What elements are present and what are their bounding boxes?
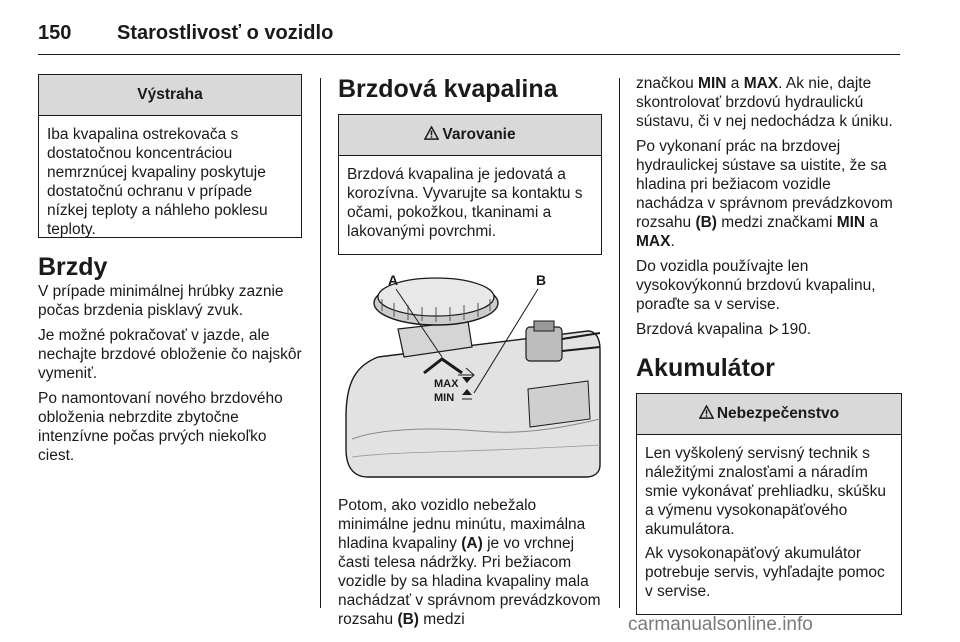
paragraph: Do vozidla používajte len vysokovýkonnú brzdovú kvapalinu, poraďte sa v servise. xyxy=(636,258,876,313)
warning-triangle-icon xyxy=(699,405,714,419)
warning-box xyxy=(338,114,602,255)
cross-reference-page[interactable]: 190. xyxy=(780,321,812,338)
column-middle xyxy=(338,74,602,635)
notice-box-text: Iba kvapalina ostrekovača s dostatočnou koncentráciou nemrznúcej kvapaliny poskytuje dostatočnú ochranu v prípade nízkej teploty a náhleho poklesu teploty. xyxy=(47,126,268,238)
column-divider xyxy=(320,78,321,608)
min-mark: MIN xyxy=(434,392,455,404)
paragraph: značkou MIN a MAX. Ak nie, dajte skontrolovať brzdovú hydraulickú sústavu, či v nej nedochádza k úniku. xyxy=(636,75,893,130)
watermark: carmanualsonline.info xyxy=(628,614,813,635)
page-number: 150 xyxy=(38,22,72,44)
notice-box-title: Výstraha xyxy=(39,75,301,116)
brake-fluid-paragraph: Potom, ako vozidlo nebežalo minimálne jednu minútu, maximálna hladina kvapaliny (A) je vo vrchnej časti telesa nádržky. Pri bežiacom vozidle by sa hladina kvapaliny mala nachádzať v správnom prevádzkovom rozsahu (B) medzi xyxy=(338,497,601,628)
paragraph: Je možné pokračovať v jazde, ale nechajte brzdové obloženie čo najskôr vymeniť. xyxy=(38,327,302,382)
notice-box xyxy=(38,74,302,238)
warning-box-text: Brzdová kvapalina je jedovatá a korozívna. Vyvarujte sa kontaktu s očami, pokožkou, tkaninami a lakovanými povrchmi. xyxy=(347,166,583,240)
column-right xyxy=(636,74,902,615)
danger-box-title: Nebezpečenstvo xyxy=(637,394,901,435)
warning-triangle-icon xyxy=(424,126,439,140)
section-heading-brake-fluid: Brzdová kvapalina xyxy=(338,75,558,103)
danger-box-text: Ak vysokonapäťový akumulátor potrebuje servis, vyhľadajte pomoc v servise. xyxy=(645,545,885,600)
cross-reference: Brzdová kvapalina 190. xyxy=(636,321,812,338)
danger-box-text: Len vyškolený servisný technik s náležitými znalosťami a náradím smie vykonávať prehliadku, skúšku a výmenu vysokonapäťového akumulátora. xyxy=(645,445,887,538)
paragraph: Po vykonaní prác na brzdovej hydraulickej sústave sa uistite, že sa hladina pri bežiacom vozidle nachádza v správnom prevádzkovom rozsahu (B) medzi značkami MIN a MAX. xyxy=(636,138,893,250)
column-left xyxy=(38,74,302,471)
warning-box-title: Varovanie xyxy=(339,115,601,156)
column-divider xyxy=(619,78,620,608)
page-header xyxy=(38,14,900,55)
brake-fluid-reservoir-illustration xyxy=(338,269,602,479)
callout-b: B xyxy=(536,272,547,288)
page-reference-icon xyxy=(769,324,779,335)
section-heading-brakes: Brzdy xyxy=(38,253,108,281)
chapter-title: Starostlivosť o vozidlo xyxy=(117,22,334,44)
paragraph: Po namontovaní nového brzdového obloženia nebrzdite zbytočne intenzívne počas prvých niekoľko ciest. xyxy=(38,390,283,464)
paragraph: V prípade minimálnej hrúbky zaznie počas brzdenia pisklavý zvuk. xyxy=(38,283,284,319)
callout-a: A xyxy=(388,272,399,288)
danger-box xyxy=(636,393,902,615)
max-mark: MAX xyxy=(434,378,459,390)
section-heading-battery: Akumulátor xyxy=(636,354,775,382)
